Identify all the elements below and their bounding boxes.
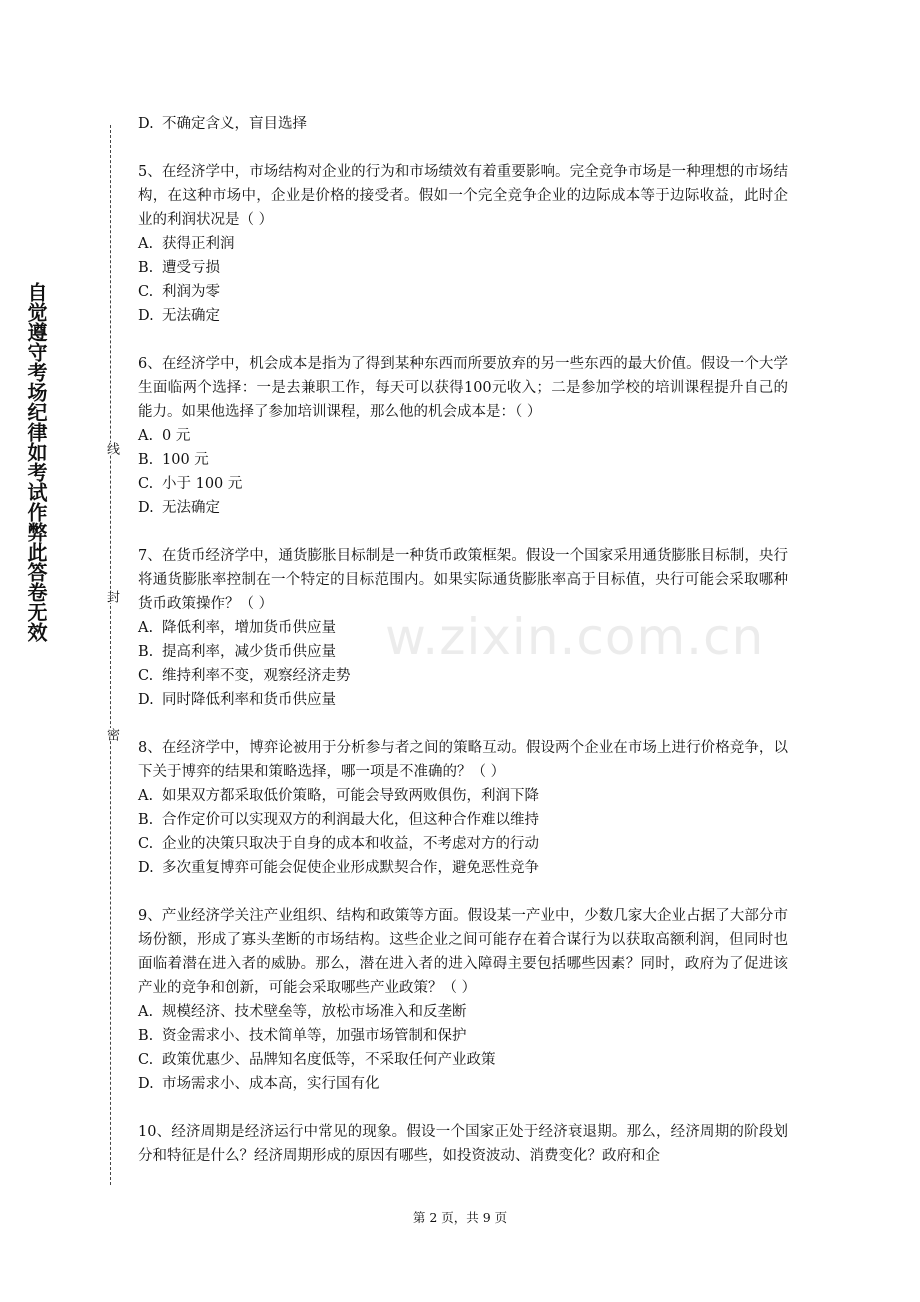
watermark: w.zixin.com.cn (385, 608, 765, 666)
question-text: 10、经济周期是经济运行中常见的现象。假设一个国家正处于经济衰退期。那么，经济周期的阶段划分和特征是什么？经济周期形成的原因有哪些，如投资波动、消费变化？政府和企 (138, 1124, 788, 1164)
option-c: C. 企业的决策只取决于自身的成本和收益，不考虑对方的行动 (138, 836, 539, 852)
page-footer: 第 2 页，共 9 页 (412, 1210, 508, 1225)
option-b: B. 100 元 (138, 452, 209, 468)
exam-discipline-warning: 自觉遵守考场纪律如考试作弊此答卷无效 (24, 282, 48, 642)
seal-char-secret: 密 (104, 728, 119, 741)
option-a: A. 0 元 (138, 428, 191, 444)
question-7 (138, 544, 788, 712)
option-d: D. 同时降低利率和货币供应量 (138, 692, 336, 708)
question-6 (138, 352, 788, 520)
exam-content (138, 112, 788, 1168)
option-c: C. 小于 100 元 (138, 476, 243, 492)
option-b: B. 合作定价可以实现双方的利润最大化，但这种合作难以维持 (138, 812, 539, 828)
previous-option: D. 不确定含义，盲目选择 (138, 116, 307, 132)
question-8 (138, 736, 788, 880)
question-5 (138, 160, 788, 328)
option-b: B. 提高利率，减少货币供应量 (138, 644, 336, 660)
question-9 (138, 904, 788, 1096)
option-a: A. 如果双方都采取低价策略，可能会导致两败俱伤，利润下降 (138, 788, 539, 804)
question-text: 5、在经济学中，市场结构对企业的行为和市场绩效有着重要影响。完全竞争市场是一种理想的市场结构，在这种市场中，企业是价格的接受者。假如一个完全竞争企业的边际成本等于边际收益，此时企业的利润状况是（ ） (138, 164, 788, 228)
option-d: D. 市场需求小、成本高，实行国有化 (138, 1076, 380, 1092)
question-text: 9、产业经济学关注产业组织、结构和政策等方面。假设某一产业中，少数几家大企业占据了大部分市场份额，形成了寡头垄断的市场结构。这些企业之间可能存在着合谋行为以获取高额利润，但同时也面临着潜在进入者的威胁。那么，潜在进入者的进入障碍主要包括哪些因素？同时，政府为了促进该产业的竞争和创新，可能会采取哪些产业政策？（ ） (138, 908, 788, 996)
question-10 (138, 1120, 788, 1168)
option-b: B. 资金需求小、技术简单等，加强市场管制和保护 (138, 1028, 467, 1044)
option-d: D. 多次重复博弈可能会促使企业形成默契合作，避免恶性竞争 (138, 860, 539, 876)
seal-dashed-line (110, 125, 111, 1185)
option-c: C. 政策优惠少、品牌知名度低等，不采取任何产业政策 (138, 1052, 496, 1068)
option-d: D. 无法确定 (138, 500, 220, 516)
option-d: D. 无法确定 (138, 308, 220, 324)
option-c: C. 维持利率不变，观察经济走势 (138, 668, 351, 684)
option-a: A. 规模经济、技术壁垒等，放松市场准入和反垄断 (138, 1004, 467, 1020)
question-text: 8、在经济学中，博弈论被用于分析参与者之间的策略互动。假设两个企业在市场上进行价格竞争，以下关于博弈的结果和策略选择，哪一项是不准确的？（ ） (138, 740, 788, 780)
question-text: 6、在经济学中，机会成本是指为了得到某种东西而所要放弃的另一些东西的最大价值。假设一个大学生面临两个选择：一是去兼职工作，每天可以获得100元收入；二是参加学校的培训课程提升自己的能力。如果他选择了参加培训课程，那么他的机会成本是：（ ） (138, 356, 788, 420)
seal-char-seal: 封 (104, 590, 119, 603)
option-a: A. 降低利率，增加货币供应量 (138, 620, 336, 636)
option-c: C. 利润为零 (138, 284, 220, 300)
question-text: 7、在货币经济学中，通货膨胀目标制是一种货币政策框架。假设一个国家采用通货膨胀目标制，央行将通货膨胀率控制在一个特定的目标范围内。如果实际通货膨胀率高于目标值，央行可能会采取哪种货币政策操作？（ ） (138, 548, 788, 612)
seal-char-line: 线 (104, 442, 119, 455)
option-b: B. 遭受亏损 (138, 260, 220, 276)
option-a: A. 获得正利润 (138, 236, 235, 252)
